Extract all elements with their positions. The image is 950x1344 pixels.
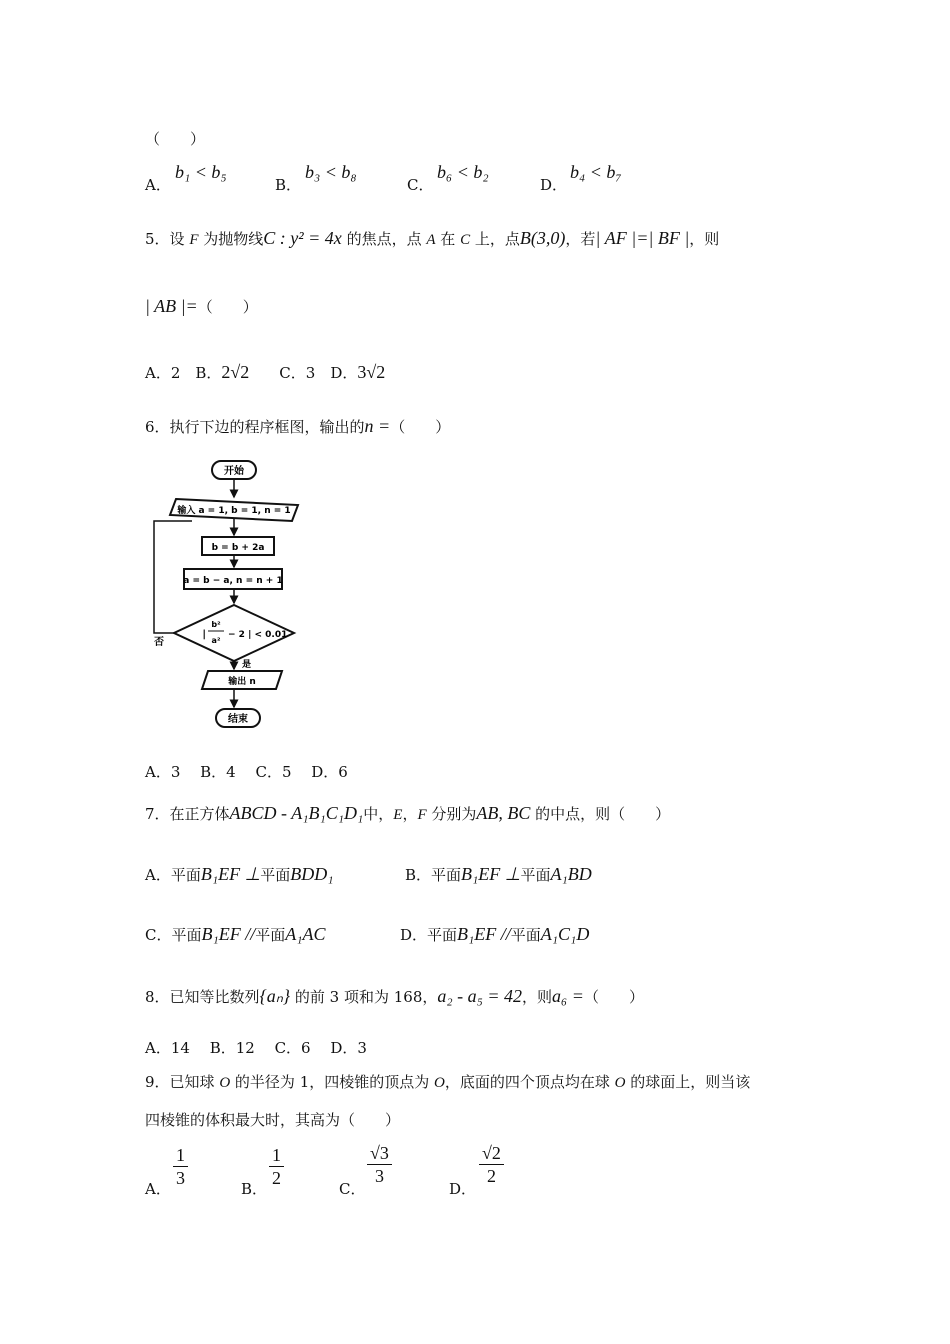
q4-option-a: b₁ < b₅ (175, 162, 227, 182)
flow-end-label: 结束 (228, 714, 248, 725)
q6-stem: 6．执行下边的程序框图，输出的n =（ ） (145, 416, 451, 436)
q4-option-d-label: D． (540, 176, 568, 194)
flow-cond-num: b² (211, 620, 221, 629)
q9-option-a-fraction: $\frac{1}{3}$ (173, 1144, 188, 1189)
q5-point-b: B(3,0) (519, 228, 566, 248)
q7-stem: 7．在正方体ABCD - A₁B₁C₁D₁中，E，F 分别为AB, BC 的中点，则（ ） (145, 803, 671, 823)
q7-cube: ABCD - A₁B₁C₁D₁ (229, 803, 364, 823)
flow-step1-label: b = b + 2a (211, 543, 265, 553)
flow-input-label: 输入 a = 1, b = 1, n = 1 (177, 506, 291, 516)
q8-equation: a₂ - a₅ = 42 (437, 986, 523, 1006)
flow-step2-label: a = b − a, n = n + 1 (183, 576, 283, 586)
q4-option-c: b₆ < b₂ (437, 162, 489, 182)
flow-start-label: 开始 (224, 466, 244, 477)
q6-flowchart (152, 455, 302, 735)
q8-stem: 8．已知等比数列{aₙ} 的前 3 项和为 168，a₂ - a₅ = 42，则a₆ =（ ） (145, 986, 644, 1006)
q4-option-d: b₄ < b₇ (570, 162, 622, 182)
flow-output-label: 输出 n (228, 677, 256, 687)
q6-options: A．3 B．4 C．5 D．6 (145, 763, 348, 781)
q9-option-c-fraction: $\frac{√3}{3}$ (367, 1142, 392, 1187)
q4-paren: （ ） (145, 130, 206, 148)
q8-options: A．14 B．12 C．6 D．3 (145, 1039, 367, 1057)
flow-cond-rest: − 2 | < 0.01 (228, 630, 288, 640)
q5-condition: | AF |=| BF | (595, 228, 690, 248)
flow-no-label: 否 (154, 637, 164, 648)
q4-option-b-label: B． (275, 176, 302, 194)
q5-stem: 5．设 F 为抛物线C : y² = 4x 的焦点，点 A 在 C 上，点B(3,0)，若| AF |=| BF |，则 (145, 228, 720, 248)
q4-option-a-label: A． (145, 176, 171, 194)
q4-option-b: b₃ < b₈ (305, 162, 357, 182)
flow-yes-label: 是 (242, 660, 252, 670)
q5-parabola: C : y² = 4x (263, 228, 342, 248)
q9-options: A． $\frac{1}{3}$ B． $\frac{1}{2}$ C． $\frac{√3}{3}$ D． $\frac{√2}{2}$ (145, 1142, 845, 1202)
flow-cond-den: a² (211, 636, 221, 645)
svg-text:|: | (202, 629, 206, 640)
q9-stem-1: 9．已知球 O 的半径为 1，四棱锥的顶点为 O，底面的四个顶点均在球 O 的球面上，则当该 (145, 1073, 751, 1091)
q9-stem-2: 四棱锥的体积最大时，其高为（ ） (145, 1111, 401, 1129)
q5-question: | AB |=（ ） (145, 296, 258, 316)
q5-options: A．2 B．2√2 C．3 D．3√2 (145, 362, 386, 382)
q9-option-b-fraction: $\frac{1}{2}$ (269, 1144, 284, 1189)
q9-option-d-fraction: $\frac{√2}{2}$ (479, 1142, 504, 1187)
q8-sequence: {aₙ} (259, 986, 291, 1006)
q4-option-c-label: C． (407, 176, 434, 194)
q5-ab: | AB |= (145, 296, 198, 316)
